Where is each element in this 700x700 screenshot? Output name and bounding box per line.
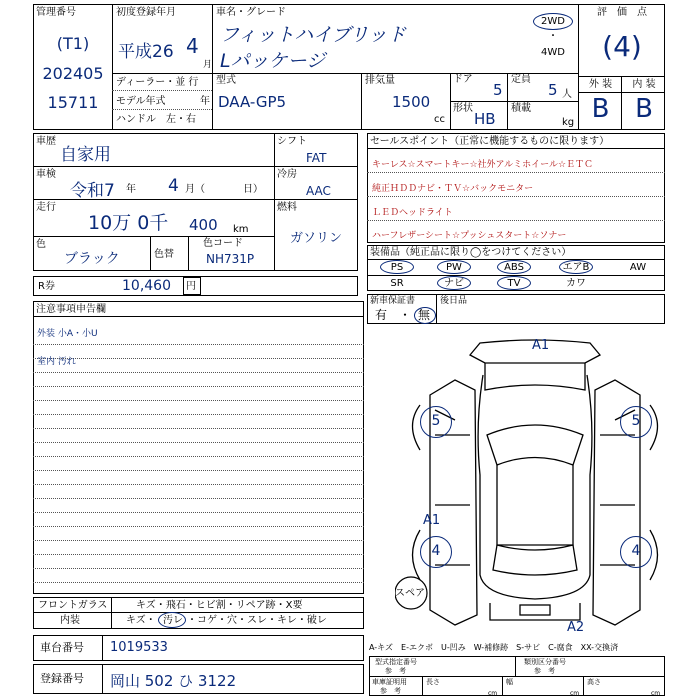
height-unit: cm xyxy=(651,690,661,697)
length-unit: cm xyxy=(488,690,498,697)
dealer-label: ディーラー・並 行 xyxy=(116,77,199,88)
interior-cond-pre: キズ・ xyxy=(126,615,156,626)
shift-label: シフト xyxy=(277,136,307,147)
evaluation-score: (4) xyxy=(602,30,642,63)
designation-label: 型式指定番号 xyxy=(375,658,417,666)
color-value: ブラック xyxy=(64,251,120,267)
notes-rule xyxy=(33,414,364,415)
cc-unit: cc xyxy=(434,114,445,125)
recycle-label: R券 xyxy=(38,281,55,292)
mileage-label: 走行 xyxy=(36,202,56,213)
mark-right-front: 5 xyxy=(631,413,641,429)
equip-ps-circle xyxy=(380,260,414,274)
equip-abs-circle xyxy=(497,260,531,274)
car-name: フィットハイブリッド xyxy=(220,24,407,46)
equip-aw: AW xyxy=(629,262,647,273)
designation-sub: 参 考 xyxy=(385,667,406,675)
interior-soil-circle xyxy=(158,612,186,628)
mgmt-number-label: 管理番号 xyxy=(36,7,76,18)
notes-rule xyxy=(33,456,364,457)
month-unit: 月 xyxy=(203,60,213,70)
exterior-label: 外 装 xyxy=(588,79,613,90)
inspection-era: 令和7 xyxy=(70,181,115,201)
mark-left-rear: 4 xyxy=(431,543,441,559)
equip-pw: PW xyxy=(446,262,462,273)
mgmt-number-line-3: 15711 xyxy=(47,93,99,112)
warranty-none: 無 xyxy=(418,308,431,322)
mark-rear-a2: A2 xyxy=(567,620,585,635)
note-line-2: 室内 汚れ xyxy=(37,357,76,367)
first-registration-era: 平成26 xyxy=(118,42,174,62)
equip-navi: ナビ xyxy=(444,278,464,289)
notes-rule xyxy=(33,372,364,373)
damage-legend: A-キズ E-エクボ U-凹み W-補修跡 S-サビ C-腐食 XX-交換済 xyxy=(369,643,619,652)
capacity-value: 5 xyxy=(548,81,558,99)
chassis-value: 1019533 xyxy=(110,640,168,655)
name-grade-label: 車名・グレード xyxy=(216,7,286,18)
notes-rule xyxy=(33,582,364,583)
recycle-value: 10,460 xyxy=(122,278,171,294)
height-label: 高さ xyxy=(587,678,601,686)
notes-rule xyxy=(33,470,364,471)
history-label: 車歴 xyxy=(36,136,56,147)
exterior-grade: B xyxy=(591,94,610,124)
note-line-1: 外装 小A・小U xyxy=(37,329,98,339)
width-label: 幅 xyxy=(506,678,513,686)
registration-value: 岡山 502 ひ 3122 xyxy=(110,672,237,690)
shape-label: 形状 xyxy=(453,103,473,114)
inspection-day-unit: 日） xyxy=(243,184,263,195)
equip-navi-circle xyxy=(437,276,471,290)
mileage-value: 10万 0千 xyxy=(88,212,169,234)
inspection-month-unit: 月（ xyxy=(185,184,205,195)
sales-point-1: キーレス☆スマートキー☆社外アルミホイール☆ＥＴＣ xyxy=(372,160,594,170)
displacement-label: 排気量 xyxy=(365,75,395,86)
fuel-label: 燃料 xyxy=(277,202,297,213)
kg-unit: kg xyxy=(562,117,575,128)
sales-point-3: ＬＥＤヘッドライト xyxy=(372,208,453,218)
capacity-label: 定員 xyxy=(511,74,531,85)
mark-left-front: 5 xyxy=(431,413,441,429)
inspection-year-unit: 年 xyxy=(126,184,136,195)
chassis-label: 車台番号 xyxy=(40,641,84,654)
equip-ps: PS xyxy=(390,262,404,273)
equip-leather: カワ xyxy=(566,278,586,289)
inspection-month: 4 xyxy=(168,176,179,196)
notes-rule xyxy=(33,498,364,499)
equip-tv: TV xyxy=(507,278,521,289)
notes-rule xyxy=(33,568,364,569)
ac-value: AAC xyxy=(306,184,331,198)
notes-rule xyxy=(33,512,364,513)
mark-left-side-a1: A1 xyxy=(423,513,441,528)
equip-sr: SR xyxy=(390,278,404,289)
car-grade: Lパッケージ xyxy=(220,50,326,72)
sales-points-title: セールスポイント（正常に機能するものに限ります） xyxy=(370,136,610,147)
width-unit: cm xyxy=(570,690,580,697)
equip-airbag: エアB xyxy=(562,262,590,273)
sales-point-4: ハーフレザーシート☆プッシュスタート☆ソナー xyxy=(372,231,567,241)
ac-label: 冷房 xyxy=(277,169,297,180)
notes-title: 注意事項申告欄 xyxy=(36,304,106,315)
fuel-value: ガソリン xyxy=(290,231,343,246)
door-value: 5 xyxy=(493,81,503,99)
equip-pw-circle xyxy=(437,260,471,274)
mgmt-number-line-2: 202405 xyxy=(42,64,104,83)
model-year-unit: 年 xyxy=(200,96,210,107)
notes-rule xyxy=(33,344,364,345)
color-label: 色 xyxy=(36,239,46,250)
color-code-label: 色コード xyxy=(203,238,243,249)
mgmt-number-line-1: (T1) xyxy=(56,34,90,53)
notes-rule xyxy=(33,386,364,387)
interior-cond-label: 内装 xyxy=(60,615,80,626)
displacement-value: 1500 xyxy=(392,93,431,111)
inspection-label: 車検 xyxy=(36,169,56,180)
notes-rule xyxy=(33,540,364,541)
recolor-label: 色替 xyxy=(154,249,174,260)
rear-items-label: 後日品 xyxy=(440,296,468,306)
equip-airbag-circle xyxy=(559,260,593,274)
notes-rule xyxy=(33,358,364,359)
spare-label: スペア xyxy=(395,588,425,599)
km-unit: km xyxy=(233,224,249,235)
class-sub: 参 考 xyxy=(534,667,555,675)
interior-label: 内 装 xyxy=(632,79,656,90)
front-glass-label: フロントガラス xyxy=(38,600,108,611)
class-label: 類別区分番号 xyxy=(524,658,566,666)
warranty-label: 新車保証書 xyxy=(370,296,416,306)
mark-right-rear: 4 xyxy=(631,543,641,559)
door-label: ドア xyxy=(453,74,473,85)
notes-rule xyxy=(33,428,364,429)
capacity-unit: 人 xyxy=(562,89,572,100)
drive-4wd: 4WD xyxy=(541,47,565,58)
notes-rule xyxy=(33,554,364,555)
first-registration-month: 4 xyxy=(186,34,199,58)
notes-rule xyxy=(33,526,364,527)
evaluation-label: 評 価 点 xyxy=(597,7,647,18)
color-code-value: NH731P xyxy=(206,252,255,266)
mileage-tail: 400 xyxy=(189,216,218,234)
interior-cond-circled: 汚レ xyxy=(163,615,183,626)
garage-label: 車庫証明用 xyxy=(372,678,407,686)
mark-front-a1: A1 xyxy=(532,338,550,353)
shape-value: HB xyxy=(474,110,496,128)
load-label: 積載 xyxy=(511,103,531,114)
length-label: 長さ xyxy=(426,678,440,686)
notes-rule xyxy=(33,484,364,485)
history-value: 自家用 xyxy=(60,145,111,165)
front-glass-items: キズ・飛石・ヒビ割・リペア跡・X要 xyxy=(136,600,303,611)
first-registration-label: 初度登録年月 xyxy=(116,7,176,18)
sales-point-2: 純正ＨＤＤナビ・ＴＶ☆バックモニター xyxy=(372,184,534,194)
garage-sub: 参 考 xyxy=(380,687,401,695)
warranty-value: 有 ・ xyxy=(375,308,412,322)
drive-2wd: 2WD xyxy=(541,16,565,27)
drive-dot: ・ xyxy=(548,31,558,42)
interior-grade: B xyxy=(635,94,653,124)
shift-value: FAT xyxy=(306,151,327,165)
notes-rule xyxy=(33,400,364,401)
warranty-none-circle xyxy=(414,307,436,324)
recycle-unit: 円 xyxy=(186,281,196,292)
equip-tv-circle xyxy=(497,276,531,290)
car-diagram xyxy=(395,335,685,635)
interior-cond-post: ・コゲ・穴・スレ・キレ・破レ xyxy=(187,615,327,626)
type-label: 型式 xyxy=(216,75,236,86)
notes-rule xyxy=(33,442,364,443)
type-value: DAA-GP5 xyxy=(218,93,287,111)
equip-abs: ABS xyxy=(504,262,524,273)
model-year-label: モデル年式 xyxy=(116,96,166,107)
registration-label: 登録番号 xyxy=(40,672,84,685)
equipment-title: 装備品（純正品に限り◯をつけてください） xyxy=(370,247,572,258)
handle-label: ハンドル 左・右 xyxy=(116,114,196,125)
